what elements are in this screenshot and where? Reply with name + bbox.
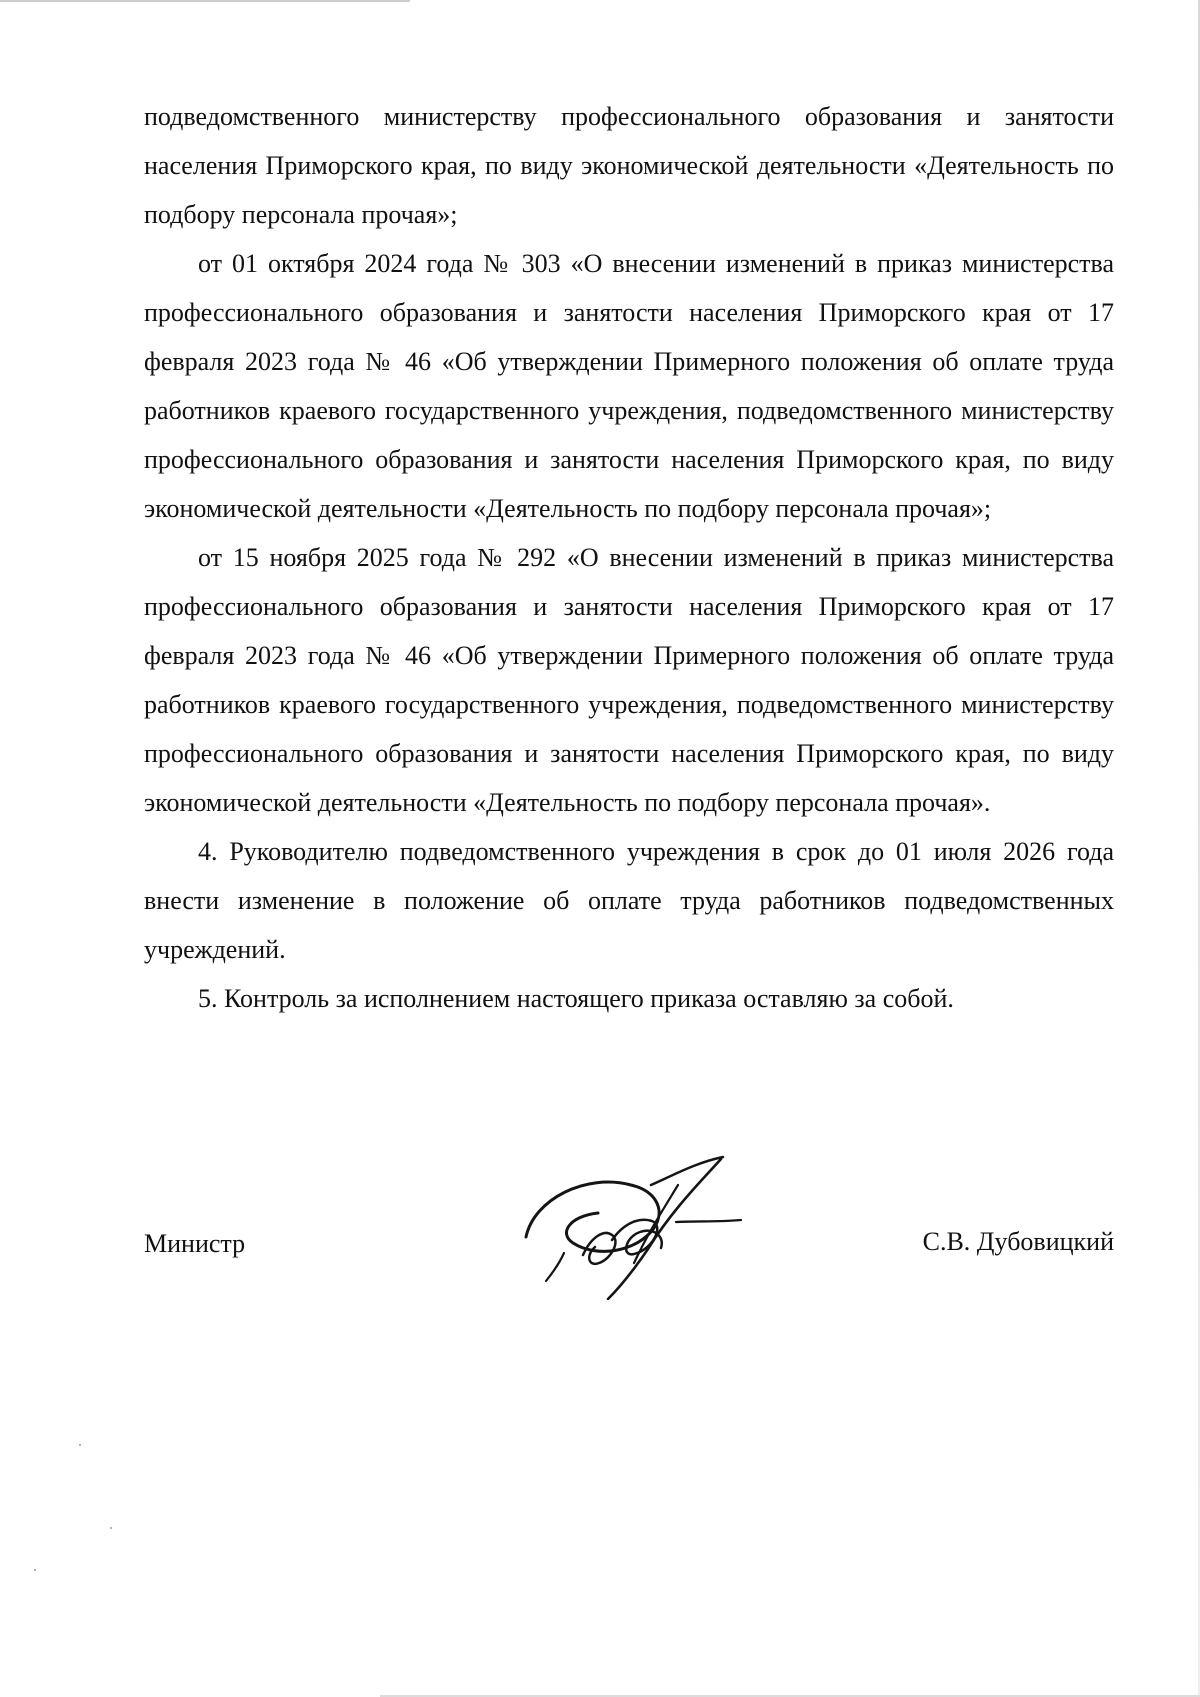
scan-speck <box>110 1527 112 1529</box>
minister-title: Министр <box>144 1229 246 1258</box>
paragraph-continuation: подведомственного министерству профессионального образования и занятости населения Приморского края, по виду экономической деятельности «Деятельность по подбору персонала прочая»; <box>144 102 1114 229</box>
paragraph-item-4: 4. Руководителю подведомственного учреждения в срок до 01 июля 2026 года внести изменение в положение об оплате труда работников подведомственных учреждений. <box>144 837 1114 964</box>
document-body <box>144 92 1114 1023</box>
paragraph-order-292: от 15 ноября 2025 года № 292 «О внесении изменений в приказ министерства профессионального образования и занятости населения Приморского края от 17 февраля 2023 года № 46 «Об утверждении Примерного положения об оплате труда работников краевого государственного учреждения, подведомственного министерству профессионального образования и занятости населения Приморского края, по виду экономической деятельности «Деятельность по подбору персонала прочая». <box>144 543 1114 817</box>
minister-name: С.В. Дубовицкий <box>922 1227 1114 1256</box>
scan-edge-top <box>0 0 410 2</box>
scan-speck <box>79 1444 81 1446</box>
scan-speck <box>34 1569 36 1571</box>
signature-graphic <box>516 1155 766 1300</box>
paragraph-item-5: 5. Контроль за исполнением настоящего приказа оставляю за собой. <box>198 984 954 1013</box>
paragraph-order-303: от 01 октября 2024 года № 303 «О внесении изменений в приказ министерства профессионального образования и занятости населения Приморского края от 17 февраля 2023 года № 46 «Об утверждении Примерного положения об оплате труда работников краевого государственного учреждения, подведомственного министерству профессионального образования и занятости населения Приморского края, по виду экономической деятельности «Деятельность по подбору персонала прочая»; <box>144 249 1114 523</box>
signature-block <box>144 1155 1114 1335</box>
